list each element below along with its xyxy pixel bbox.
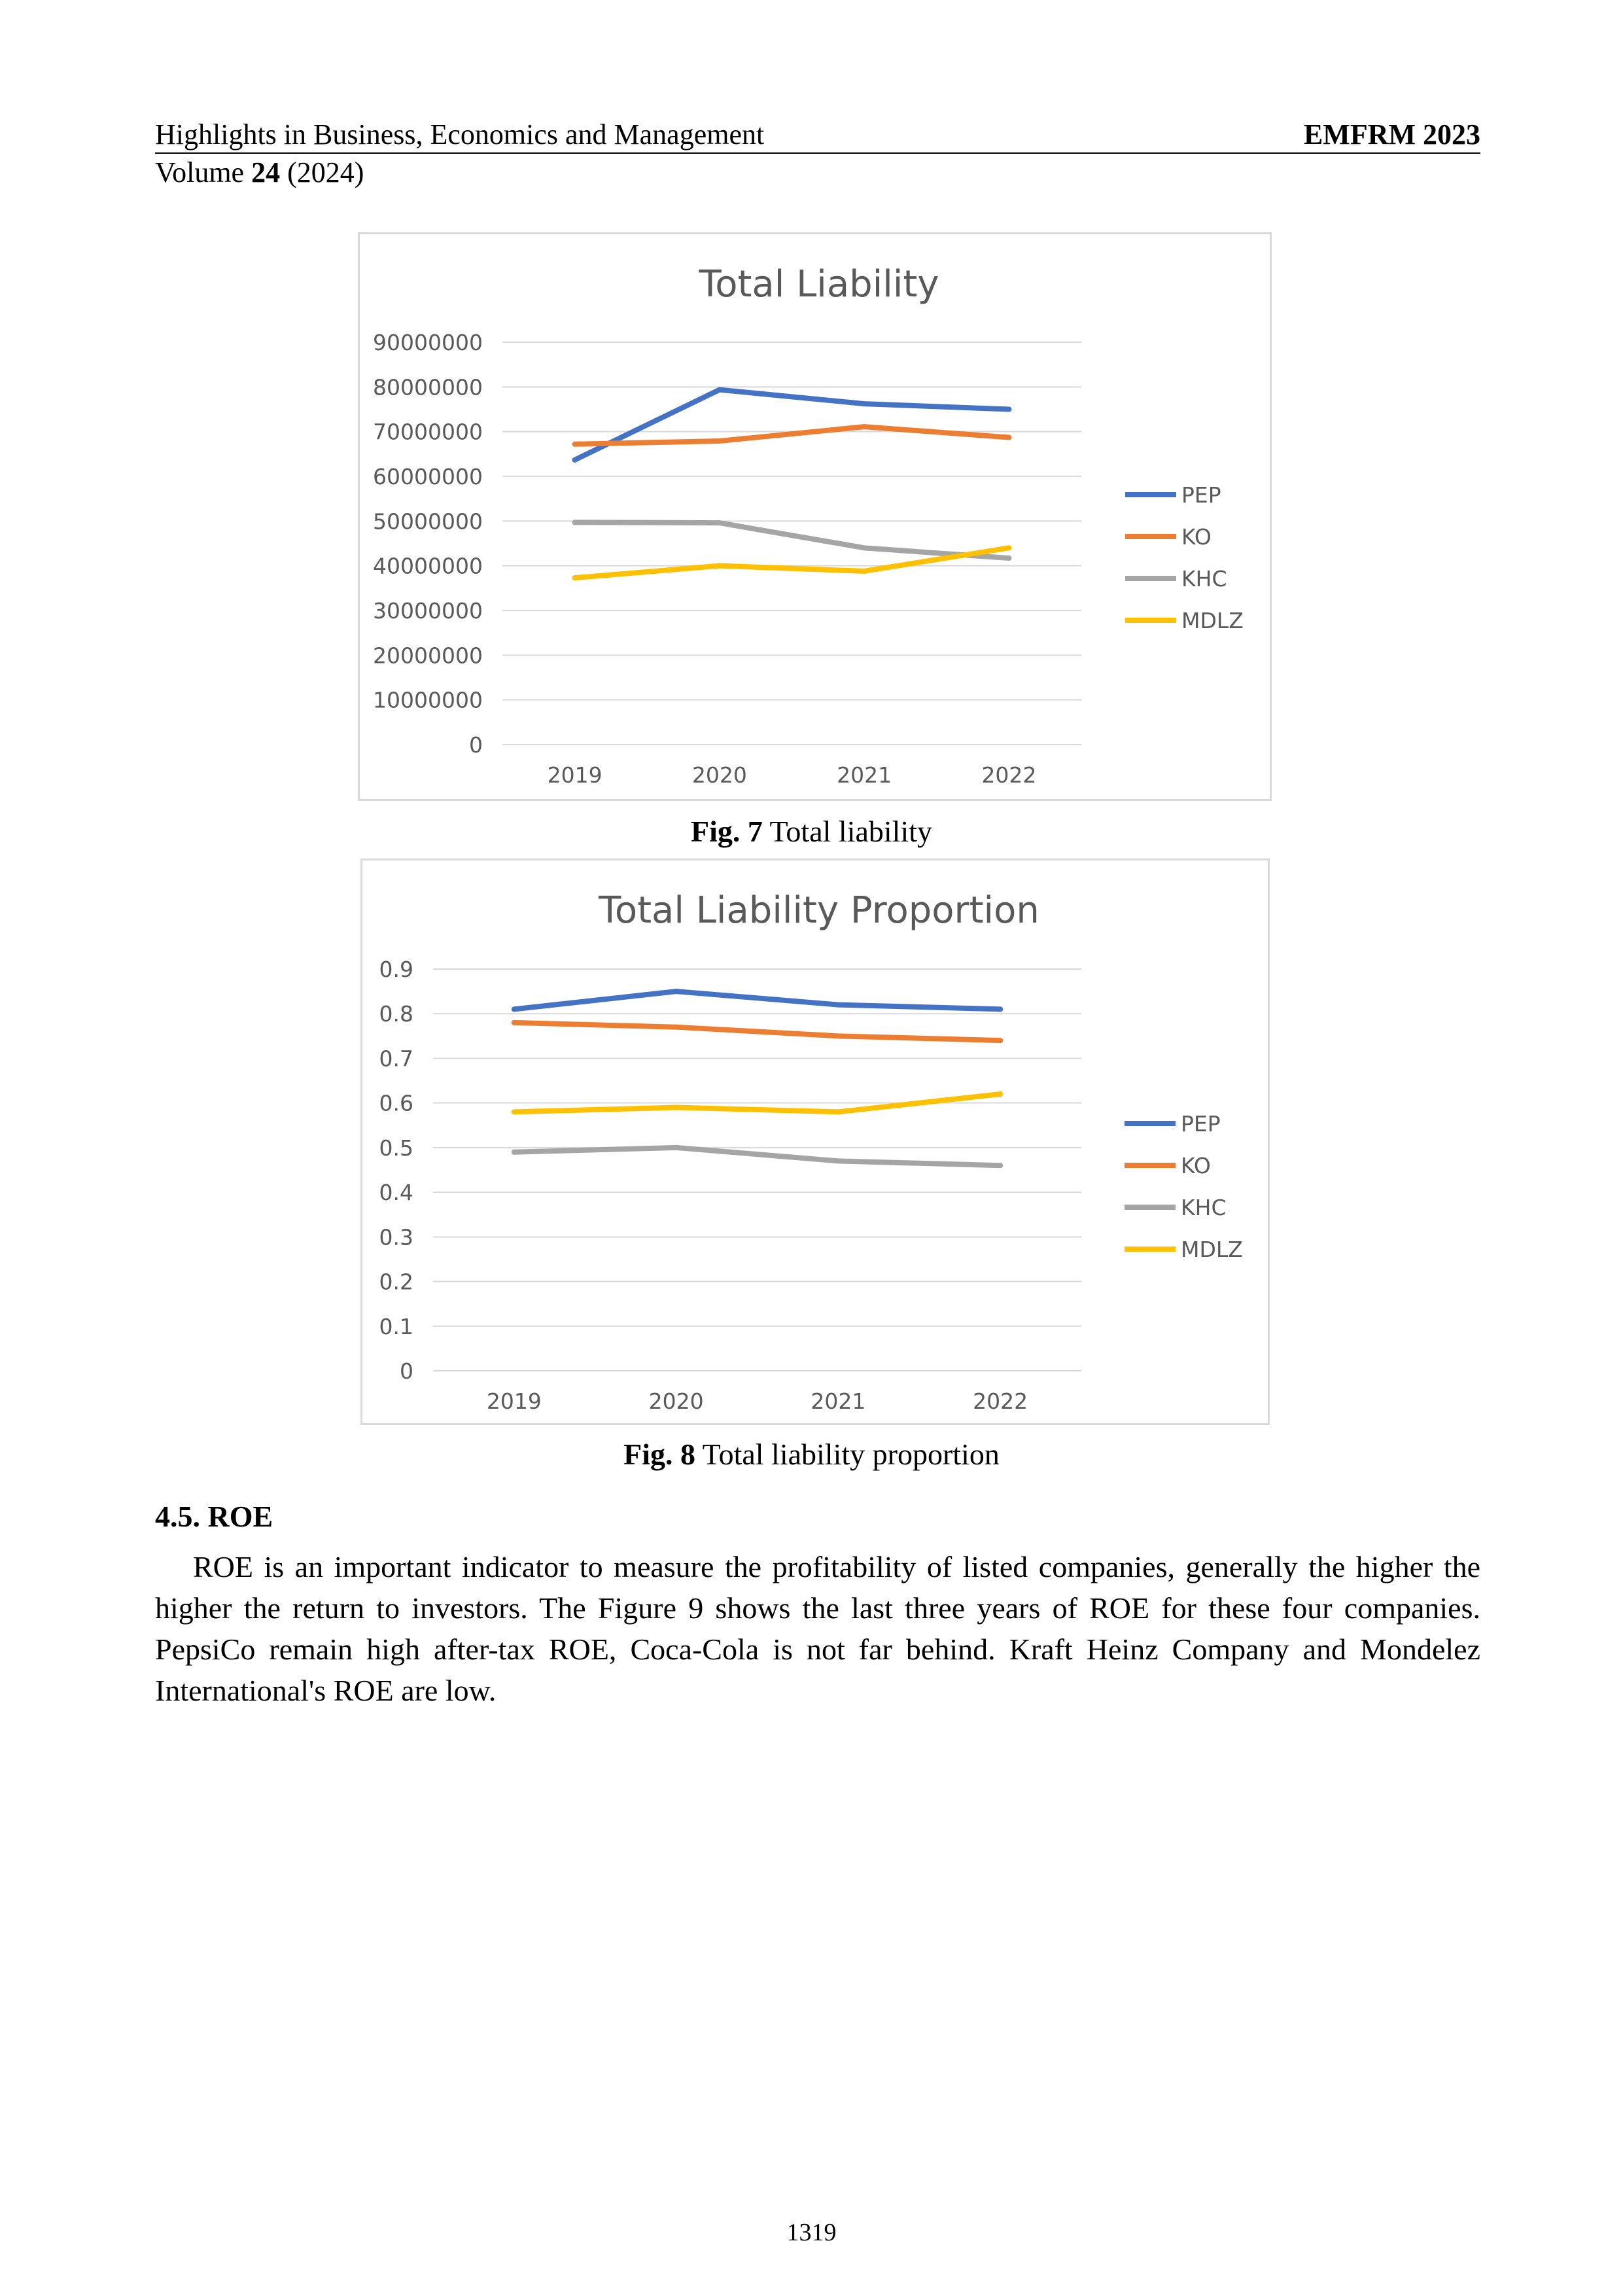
y-tick-label: 0.1 [379,1313,413,1339]
volume-number: 24 [251,156,281,188]
data-point-pep [512,1006,517,1012]
y-tick-label: 0.2 [379,1269,413,1295]
data-point-khc [572,520,578,525]
legend-label-mdlz: MDLZ [1181,1237,1243,1262]
legend-label-pep: PEP [1181,1111,1221,1137]
figure-8-label: Fig. 8 [623,1438,696,1471]
data-point-mdlz [835,1109,841,1114]
data-point-khc [862,545,867,550]
data-point-khc [717,520,722,525]
figure-8-text: Total liability proportion [695,1438,1000,1471]
data-point-pep [717,387,722,393]
y-tick-label: 0.3 [379,1224,413,1250]
data-point-khc [835,1158,841,1163]
x-tick-label: 2021 [837,762,892,788]
data-point-mdlz [998,1091,1003,1097]
legend-label-khc: KHC [1181,1195,1227,1220]
x-tick-label: 2020 [648,1388,704,1414]
y-tick-label: 0.4 [379,1180,413,1206]
data-point-ko [512,1020,517,1025]
data-point-pep [572,457,578,463]
y-tick-label: 0.7 [379,1046,413,1072]
volume-year: (2024) [280,156,364,188]
figure-7-caption [0,813,1623,850]
data-point-mdlz [862,569,867,574]
chart-title: Total Liability [699,263,939,306]
total-liability-svg [360,234,1274,803]
x-tick-label: 2019 [486,1388,542,1414]
y-tick-label: 0.5 [379,1135,413,1161]
data-point-pep [862,401,867,406]
series-line-ko [514,1023,1000,1040]
chart-title: Total Liability Proportion [599,889,1039,932]
data-point-khc [674,1145,679,1150]
legend-label-pep: PEP [1181,482,1221,508]
y-tick-label: 50000000 [373,508,483,535]
figure-7-label: Fig. 7 [690,815,763,848]
section-heading: 4.5. ROE [155,1500,273,1533]
x-tick-label: 2020 [691,762,747,788]
y-tick-label: 10000000 [373,687,483,713]
data-point-ko [998,1038,1003,1043]
page-number: 1319 [786,2219,837,2246]
journal-title: Highlights in Business, Economics and Management [155,118,765,150]
data-point-pep [998,1006,1003,1012]
data-point-ko [572,442,578,447]
data-point-mdlz [717,563,722,569]
y-tick-label: 70000000 [373,419,483,445]
body-paragraph: ROE is an important indicator to measure the profitability of listed companies, generally the higher the higher the return to investors. The Figure 9 shows the last three years of ROE for these four companies. PepsiCo remain high after-tax ROE, Coca-Cola is not far behind. Kraft Heinz Company and Mondelez International's ROE are low. [155,1550,1480,1707]
y-tick-label: 0 [400,1358,413,1384]
y-tick-label: 90000000 [373,330,483,355]
x-tick-label: 2022 [981,762,1037,788]
x-tick-label: 2022 [973,1388,1028,1414]
legend-label-khc: KHC [1181,566,1227,592]
y-tick-label: 0.8 [379,1001,413,1027]
running-header [155,116,1480,154]
data-point-mdlz [512,1109,517,1114]
data-point-khc [1006,556,1011,561]
data-point-pep [674,989,679,994]
data-point-ko [862,424,867,429]
volume-line [155,154,364,190]
conference-name: EMFRM 2023 [1303,118,1480,150]
data-point-ko [835,1033,841,1038]
y-tick-label: 60000000 [373,464,483,489]
figure-7-text: Total liability [762,815,933,848]
series-line-pep [575,390,1009,460]
data-point-khc [512,1150,517,1155]
data-point-mdlz [1006,545,1011,550]
y-tick-label: 20000000 [373,643,483,669]
volume-prefix: Volume [155,156,252,188]
legend-label-mdlz: MDLZ [1181,608,1244,633]
series-line-khc [575,522,1009,558]
y-tick-label: 0 [469,732,483,758]
data-point-ko [717,438,722,444]
y-tick-label: 40000000 [373,553,483,579]
total-liability-chart [358,232,1272,801]
data-point-mdlz [572,575,578,580]
data-point-mdlz [674,1104,679,1110]
data-point-ko [674,1025,679,1030]
total-liability-proportion-svg [362,860,1272,1427]
y-tick-label: 0.6 [379,1090,413,1116]
x-tick-label: 2019 [547,762,602,788]
y-tick-label: 80000000 [373,374,483,400]
figure-8-caption [0,1436,1623,1473]
data-point-khc [998,1163,1003,1168]
series-line-khc [514,1148,1000,1165]
legend-label-ko: KO [1181,524,1212,550]
total-liability-proportion-chart [360,858,1270,1425]
series-line-pep [514,991,1000,1009]
data-point-pep [1006,407,1011,412]
data-point-pep [835,1002,841,1008]
y-tick-label: 0.9 [379,957,413,982]
y-tick-label: 30000000 [373,598,483,624]
legend-label-ko: KO [1181,1153,1211,1178]
x-tick-label: 2021 [811,1388,866,1414]
data-point-ko [1006,435,1011,440]
